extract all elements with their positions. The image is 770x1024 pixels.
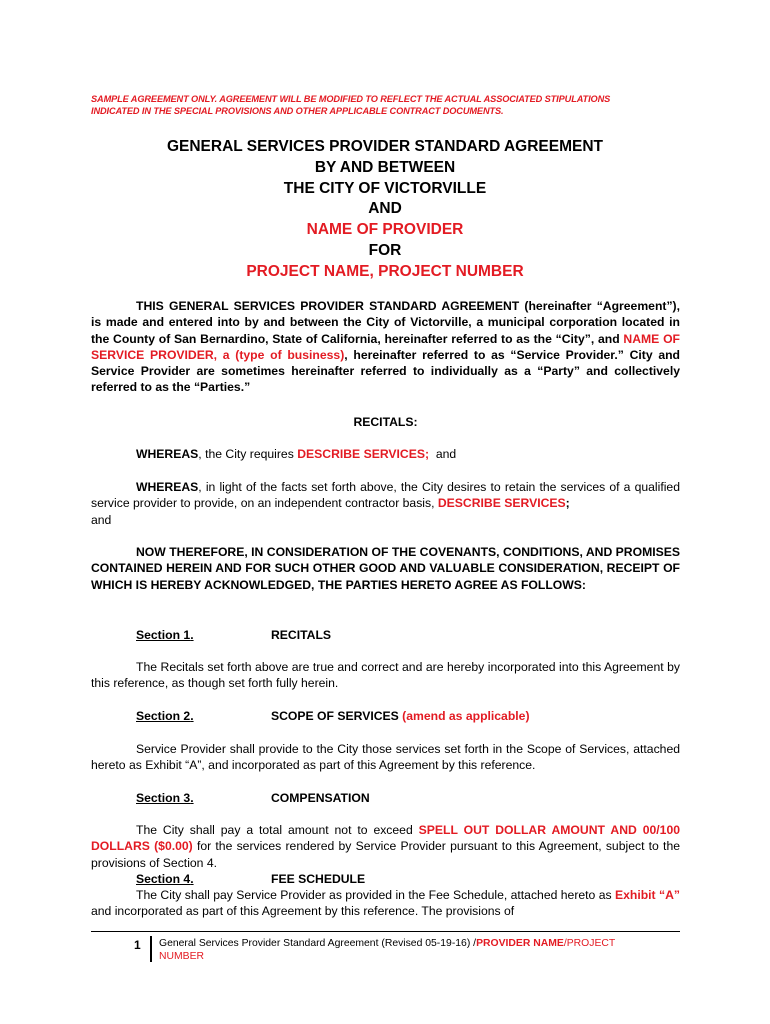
section-3-text-1: The City shall pay a total amount not to exceed [136,823,419,837]
whereas-2-services: DESCRIBE SERVICES [437,496,566,511]
sample-notice-line2: INDICATED IN THE SPECIAL PROVISIONS AND OTHER APPLICABLE CONTRACT DOCUMENTS. [91,106,504,116]
whereas-paragraph-1 [91,446,680,462]
recitals-heading: RECITALS: [353,415,418,429]
section-4-body [91,887,680,920]
whereas-1-text: , the City requires [198,447,298,461]
title-line-4: AND [368,200,402,218]
now-therefore-paragraph: NOW THEREFORE, IN CONSIDERATION OF THE COVENANTS, CONDITIONS, AND PROMISES CONTAINED HEREIN AND FOR SUCH OTHER GOOD AND VALUABLE CONSIDERATION, RECEIPT OF WHICH IS HEREBY ACKNOWLEDGED, THE PARTIES HERETO AGREE AS FOLLOWS: [91,545,680,592]
section-2-title-group [271,708,530,724]
footer-provider-name: PROVIDER NAME [476,938,564,949]
title-line-2: BY AND BETWEEN [314,158,456,176]
section-3-number: Section 3. [136,791,194,805]
footer-doc-title: General Services Provider Standard Agreement (Revised 05-19-16) / [159,938,477,949]
page-number: 1 [134,938,141,952]
agreement-title [91,137,679,283]
section-1-body: The Recitals set forth above are true and correct and are hereby incorporated into this Agreement by this reference, as though set forth fully herein. [91,660,680,691]
whereas-2-and: and [91,513,112,527]
section-3-title: COMPENSATION [271,791,370,805]
intro-text-2: , hereinafter referred to as “Service Provider.” City and Service Provider are sometimes hereinafter referred to individually as a “Party” and collectively referred to as the “Parties.” [91,347,680,395]
section-1-heading [136,627,332,643]
footer-project-number: PROJECT NUMBER [159,938,616,962]
section-4-heading [136,871,366,887]
intro-provider: NAME OF SERVICE PROVIDER, a (type of business) [91,331,680,362]
sample-notice [91,93,691,117]
footer-text [159,937,659,963]
section-2-heading [136,708,530,724]
whereas-1-lead: WHEREAS [136,447,199,461]
whereas-1-services: DESCRIBE SERVICES; [297,447,430,461]
sample-notice-line1: SAMPLE AGREEMENT ONLY. AGREEMENT WILL BE MODIFIED TO REFLECT THE ACTUAL ASSOCIATED STIPULATIONS [91,94,611,104]
section-3-heading [136,790,370,806]
section-4-title: FEE SCHEDULE [271,872,366,886]
section-3-body [91,822,680,871]
whereas-2-lead: WHEREAS [136,480,199,494]
title-provider-name: NAME OF PROVIDER [306,221,464,239]
whereas-1-tail: and [429,447,457,461]
title-project-name: PROJECT NAME, PROJECT NUMBER [246,262,524,280]
whereas-paragraph-2 [91,479,680,512]
section-2-number: Section 2. [136,709,194,723]
section-1-number: Section 1. [136,628,194,642]
section-4-text-2: and incorporated as part of this Agreement by this reference. The provisions of [91,904,515,919]
whereas-2-text: , in light of the facts set forth above, the City desires to retain the services of a qualified service provider to provide, on an independent contractor basis, [91,480,680,511]
section-2-title: SCOPE OF SERVICES [271,709,403,723]
section-3-amount: SPELL OUT DOLLAR AMOUNT AND 00/100 DOLLARS ($0.00) [91,823,681,854]
section-4-text-1: The City shall pay Service Provider as provided in the Fee Schedule, attached hereto as [136,888,615,902]
footer-slash: / [563,938,567,949]
title-line-1: GENERAL SERVICES PROVIDER STANDARD AGREEMENT [166,138,604,155]
section-4-number: Section 4. [136,872,194,886]
section-4-exhibit: Exhibit “A” [614,888,680,902]
footer-divider [91,931,680,932]
section-2-body: Service Provider shall provide to the City those services set forth in the Scope of Services, attached hereto as Exhibit “A”, and incorporated as part of this Agreement by this reference. [91,742,680,773]
section-2-amend: (amend as applicable) [402,709,530,723]
title-line-6: FOR [368,241,402,259]
footer-separator [150,936,152,962]
intro-paragraph [91,298,680,396]
whereas-2-tail: ; [565,496,570,511]
section-1-title: RECITALS [271,628,332,642]
intro-text-1: THIS GENERAL SERVICES PROVIDER STANDARD AGREEMENT (hereinafter “Agreement”), is made and entered into by and between the City of Victorville, a municipal corporation located in the County of San Bernardino, State of California, hereinafter referred to as the “City”, and [91,299,680,346]
title-line-3: THE CITY OF VICTORVILLE [283,179,487,197]
section-3-text-2: for the services rendered by Service Provider pursuant to this Agreement, subject to the provisions of Section 4. [91,839,681,870]
